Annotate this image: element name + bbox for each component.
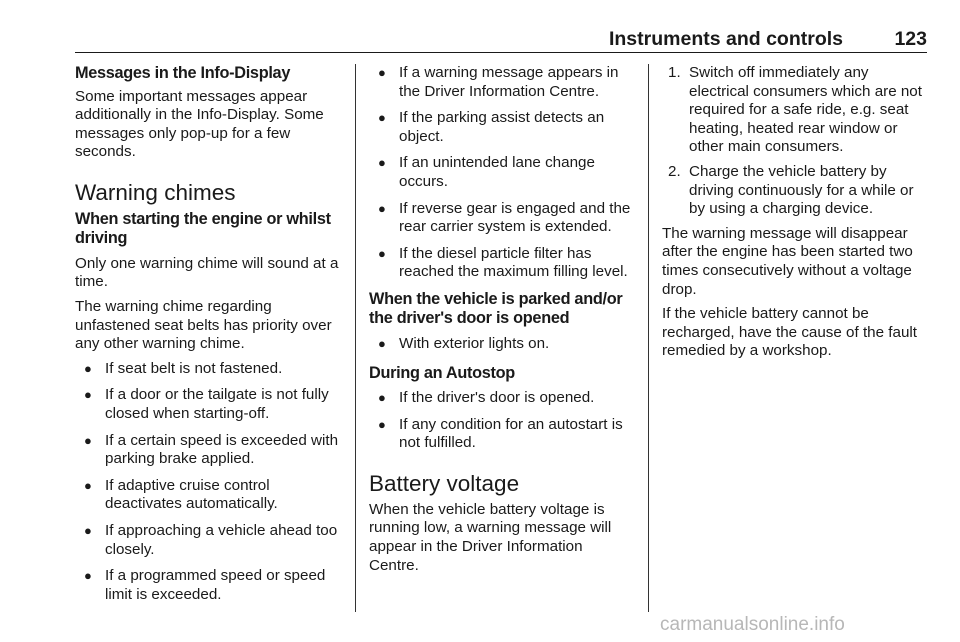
list-item: ● If a warning message appears in the Driver Information Centre. (378, 64, 619, 100)
list-item: ● If a certain speed is exceeded with parking brake applied. (84, 431, 339, 468)
autostop-heading: During an Autostop (369, 363, 515, 382)
battery-voltage-heading: Battery voltage (369, 470, 520, 496)
page-header (75, 28, 927, 50)
bullet-icon: ● (378, 390, 386, 406)
list-item: ● If the parking assist detects an object. (378, 109, 605, 145)
parked-heading: When the vehicle is parked and/or the driver's door is opened (369, 289, 623, 328)
bullet-icon: ● (378, 110, 386, 126)
list-item: ● If a programmed speed or speed limit is exceeded. (84, 567, 326, 603)
chime-conditions-list (75, 360, 345, 605)
column-divider-2 (648, 64, 649, 612)
column-2 (369, 64, 635, 581)
bullet-icon: ● (378, 416, 386, 432)
list-item: ● If approaching a vehicle ahead too closely. (84, 522, 338, 558)
bullet-icon: ● (378, 335, 386, 351)
watermark: carmanualsonline.info (660, 614, 845, 635)
list-item: 1. Switch off immediately any electrical consumers which are not required for a safe ride, e.g. seat heating, heated rear window or other main consumers. (668, 64, 922, 156)
battery-text: When the vehicle battery voltage is running low, a warning message will appear in the Driver Information Centre. (369, 500, 612, 574)
list-item: ● If an unintended lane change occurs. (378, 154, 595, 190)
one-chime-text: Only one warning chime will sound at a time. (75, 254, 339, 291)
autostop-list (369, 389, 635, 453)
bullet-icon: ● (84, 432, 92, 448)
list-item: ● If the diesel particle filter has reached the maximum filling level. (378, 244, 628, 281)
messages-heading: Messages in the Info-Display (75, 64, 291, 82)
bullet-icon: ● (378, 245, 386, 261)
parked-list (369, 335, 635, 354)
recharge-text: If the vehicle battery cannot be recharged, have the cause of the fault remedied by a workshop. (662, 305, 917, 360)
step-number: 2. (668, 162, 681, 180)
bullet-icon: ● (378, 65, 386, 80)
list-item: ● If adaptive cruise control deactivates automatically. (84, 476, 278, 513)
bullet-icon: ● (84, 360, 92, 376)
bullet-icon: ● (84, 568, 92, 584)
bullet-icon: ● (84, 523, 92, 538)
column-3 (662, 64, 930, 367)
bullet-icon: ● (378, 155, 386, 171)
column-divider-1 (355, 64, 356, 612)
starting-engine-heading: When starting the engine or whilst driving (75, 209, 331, 248)
list-item: ● If a door or the tailgate is not fully closed when starting-off. (84, 386, 329, 423)
list-item: ● If reverse gear is engaged and the rear carrier system is extended. (378, 199, 631, 236)
messages-text: Some important messages appear additionally in the Info-Display. Some messages only pop-up for a few seconds. (75, 87, 324, 161)
warning-chimes-heading: Warning chimes (75, 179, 236, 205)
list-item: 2. Charge the vehicle battery by driving continuously for a while or by using a charging device. (668, 162, 914, 218)
step-number: 1. (668, 64, 681, 81)
priority-text: The warning chime regarding unfastened seat belts has priority over any other warning chime. (75, 298, 332, 353)
bullet-icon: ● (378, 200, 386, 216)
battery-steps-list (662, 64, 930, 219)
page-number: 123 (894, 28, 927, 50)
chime-conditions-list-cont (369, 64, 635, 282)
list-item: ● With exterior lights on. (378, 334, 550, 352)
bullet-icon: ● (84, 477, 92, 493)
list-item: ● If seat belt is not fastened. (84, 359, 283, 377)
column-1 (75, 64, 345, 612)
list-item: ● If any condition for an autostart is not fulfilled. (378, 415, 623, 452)
bullet-icon: ● (84, 387, 92, 403)
disappear-text: The warning message will disappear after the engine has been started two times consecutively without a voltage drop. (662, 224, 913, 298)
section-title: Instruments and controls (608, 28, 843, 50)
list-item: ● If the driver's door is opened. (378, 389, 595, 407)
header-rule (75, 52, 927, 53)
